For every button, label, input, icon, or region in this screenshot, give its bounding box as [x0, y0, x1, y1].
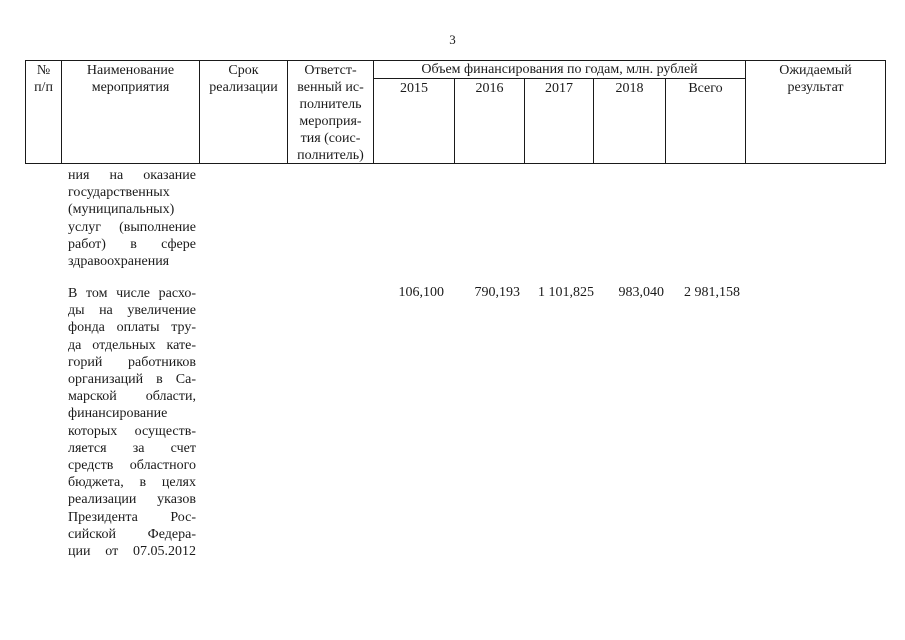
header-year-2018: 2018	[615, 81, 644, 96]
value-total: 2 981,158	[684, 285, 740, 300]
funding-subheader-border	[373, 78, 745, 79]
value-2018: 983,040	[618, 285, 664, 300]
value-2016: 790,193	[474, 285, 520, 300]
header-col-number: № п/п	[34, 63, 53, 95]
table-header	[25, 60, 886, 164]
header-col-term: Срок реализации	[209, 63, 278, 95]
header-total: Всего	[688, 81, 723, 96]
header-year-2015: 2015	[400, 81, 428, 96]
header-bottom-border	[25, 163, 886, 164]
header-col-name: Наименование мероприятия	[86, 63, 175, 95]
page-number: 3	[449, 32, 456, 47]
value-2017: 1 101,825	[538, 285, 594, 300]
value-2015: 106,100	[398, 285, 444, 300]
row-expenses-text: В том числе расхо- ды на увеличение фонда оплаты тру- да отдельных кате- горий работников организаций в Са- марской области, финансирование которых осуществ- ляется за счет средств областного бюджета, в целях реализации указов Президента Рос- сийской Федера- ции от 07.05.2012	[68, 286, 196, 560]
header-year-2017: 2017	[545, 81, 573, 96]
header-col-result: Ожидаемый результат	[779, 63, 852, 95]
header-col-funding: Объем финансирования по годам, млн. рублей	[421, 62, 698, 77]
col-border	[885, 60, 886, 164]
row-continuation-text: ния на оказание государственных (муниципальных) услуг (выполнение работ) в сфере здравоохранения	[68, 168, 196, 270]
header-col-responsible: Ответст- венный ис- полнитель мероприя- тия (соис- полнитель)	[297, 63, 364, 163]
header-year-2016: 2016	[475, 81, 504, 96]
